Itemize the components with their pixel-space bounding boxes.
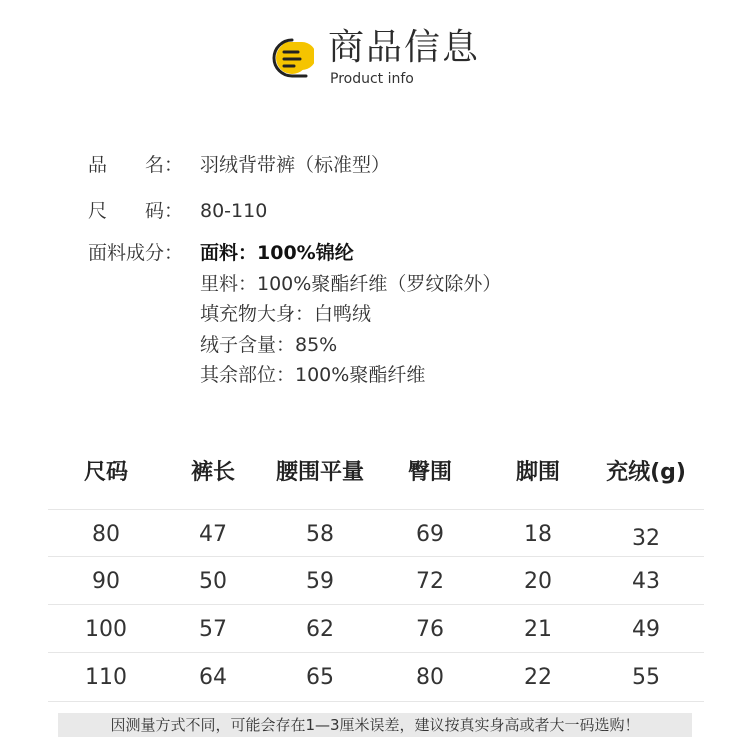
table-divider	[48, 701, 704, 702]
table-cell: 50	[199, 569, 227, 594]
material-line: 里料：100%聚酯纤维（罗纹除外）	[200, 273, 502, 295]
header-cell: 腰围平量	[275, 460, 364, 485]
size-value: 80-110	[200, 200, 268, 222]
table-row	[48, 652, 704, 701]
material-line: 其余部位：100%聚酯纤维	[200, 364, 426, 386]
table-cell: 58	[306, 522, 334, 547]
table-cell: 22	[524, 665, 552, 690]
table-cell: 18	[524, 522, 552, 547]
table-row	[48, 604, 704, 653]
table-cell: 57	[199, 617, 227, 642]
table-cell: 47	[199, 522, 227, 547]
table-header-row	[48, 448, 704, 500]
material-line: 绒子含量：85%	[200, 334, 338, 356]
header-cell: 裤长	[190, 460, 235, 485]
table-cell: 20	[524, 569, 552, 594]
name-value: 羽绒背带裤（标准型）	[200, 154, 391, 176]
name-label: 品 名：	[88, 154, 184, 176]
header-cell: 臀围	[407, 460, 452, 485]
table-cell: 80	[416, 665, 444, 690]
header-cell: 尺码	[83, 460, 128, 485]
table-cell: 43	[632, 569, 660, 594]
table-cell: 21	[524, 617, 552, 642]
table-cell: 110	[85, 665, 127, 690]
material-line: 填充物大身：白鸭绒	[200, 303, 372, 325]
document-lines-icon	[262, 36, 314, 80]
header-cell: 脚围	[515, 460, 560, 485]
table-cell: 55	[632, 665, 660, 690]
size-note: 因测量方式不同，可能会存在1—3厘米误差，建议按真实身高或者大一码选购！	[58, 713, 692, 737]
material-label: 面料成分：	[88, 242, 184, 264]
table-row	[48, 556, 704, 605]
table-cell: 49	[632, 617, 660, 642]
table-cell: 65	[306, 665, 334, 690]
table-cell: 90	[92, 569, 120, 594]
table-cell: 64	[199, 665, 227, 690]
table-cell: 100	[85, 617, 127, 642]
table-cell: 59	[306, 569, 334, 594]
table-cell: 32	[632, 526, 660, 551]
table-row	[48, 509, 704, 558]
size-label: 尺 码：	[88, 200, 184, 222]
table-cell: 69	[416, 522, 444, 547]
size-table	[48, 448, 704, 702]
table-cell: 76	[416, 617, 444, 642]
page-subtitle: Product info	[330, 71, 414, 87]
table-cell: 72	[416, 569, 444, 594]
section-header	[262, 26, 522, 90]
header-cell: 充绒(g)	[606, 460, 686, 485]
table-cell: 80	[92, 522, 120, 547]
material-line: 面料：100%锦纶	[200, 242, 354, 264]
page-title: 商品信息	[328, 27, 481, 68]
table-cell: 62	[306, 617, 334, 642]
